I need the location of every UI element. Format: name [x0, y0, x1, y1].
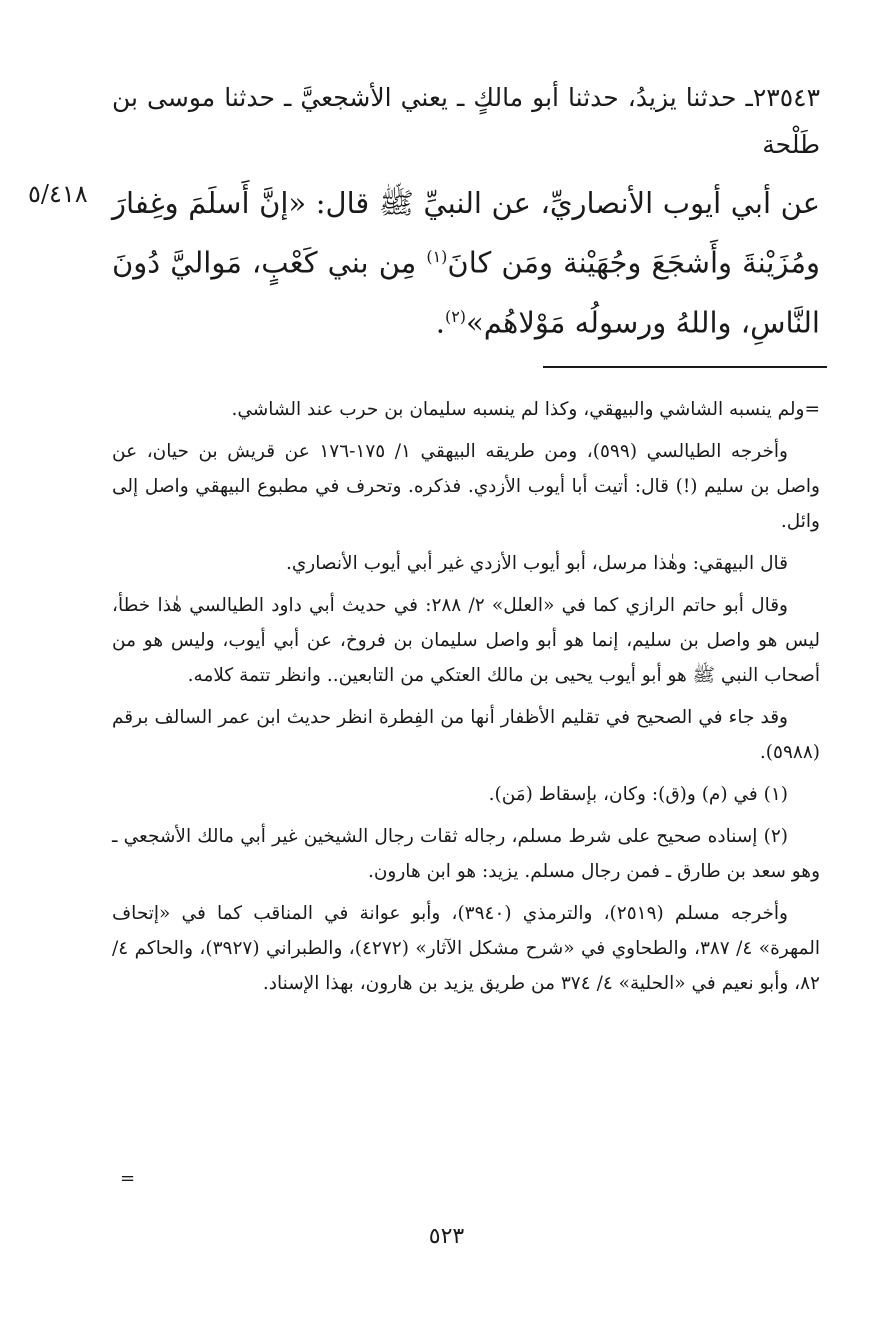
hadith-isnad	[112, 74, 820, 168]
footnote-paragraph: وأخرجه مسلم (٢٥١٩)، والترمذي (٣٩٤٠)، وأبو عوانة في المناقب كما في «إتحاف المهرة» ٤/ ٣٨٧، والطحاوي في «شرح مشكل الآثار» (٤٢٧٢)، والطبراني (٣٩٢٧)، والحاكم ٤/ ٨٢، وأبو نعيم في «الحلية» ٤/ ٣٧٤ من طريق يزيد بن هارون، بهذا الإسناد.	[112, 903, 820, 994]
footnote-paragraph: (٢) إسناده صحيح على شرط مسلم، رجاله ثقات رجال الشيخين غير أبي مالك الأشجعي ـ وهو سعد بن طارق ـ فمن رجال مسلم. يزيد: هو ابن هارون.	[112, 826, 820, 882]
footnote-marker-1[interactable]: (١)	[426, 247, 448, 266]
footnote-paragraph: وأخرجه الطيالسي (٥٩٩)، ومن طريقه البيهقي ١/ ١٧٥-١٧٦ عن قريش بن حيان، عن واصل بن سليم (!) قال: أتيت أبا أيوب الأزدي. فذكره. وتحرف في مطبوع البيهقي واصل إلى وائل.	[112, 441, 820, 532]
footnotes-section	[112, 392, 820, 1008]
footnote-paragraph: وقال أبو حاتم الرازي كما في «العلل» ٢/ ٢٨٨: في حديث أبي داود الطيالسي هٰذا خطأ، ليس هو واصل بن سليم، إنما هو أبو واصل سليمان بن فروخ، عن أبي أيوب، وليس هو من أصحاب النبي ﷺ هو أبو أيوب يحيى بن مالك العتكي من التابعين.. وانظر تتمة كلامه.	[112, 595, 820, 686]
footnote-marker-2[interactable]: (٢)	[444, 306, 466, 326]
hadith-body-mid: مِن بني كَعْبٍ، مَواليَّ دُونَ النَّاسِ، واللهُ ورسولُه مَوْلاهُم»	[112, 245, 820, 340]
page-number: ٥٢٣	[428, 1224, 465, 1249]
hadith-body-end: .	[435, 305, 445, 340]
footnote-divider	[543, 366, 827, 368]
hadith-body-text: عن أبي أيوب الأنصاريِّ، عن النبيِّ ﷺ قال: «إنَّ أَسلَمَ وغِفارَ ومُزَيْنةَ وأَشجَعَ وجُهَيْنة ومَن كانَ	[112, 186, 820, 280]
continuation-mark: =	[120, 1168, 136, 1189]
footnote-paragraph: وقد جاء في الصحيح في تقليم الأظفار أنها من الفِطرة انظر حديث ابن عمر السالف برقم (٥٩٨٨).	[112, 707, 820, 763]
hadith-matn	[112, 176, 820, 349]
volume-page-reference: ٥/٤١٨	[28, 180, 88, 208]
footnote-paragraph: (١) في (م) و(ق): وكان، بإسقاط (مَن).	[488, 784, 788, 805]
hadith-header-text: ٢٣٥٤٣ـ حدثنا يزيدُ، حدثنا أبو مالكٍ ـ يعني الأشجعيَّ ـ حدثنا موسى بن طَلْحة	[112, 83, 820, 159]
footnote-paragraph: =ولم ينسبه الشاشي والبيهقي، وكذا لم ينسبه سليمان بن حرب عند الشاشي.	[231, 399, 820, 420]
footnote-paragraph: قال البيهقي: وهٰذا مرسل، أبو أيوب الأزدي غير أبي أيوب الأنصاري.	[285, 553, 788, 574]
